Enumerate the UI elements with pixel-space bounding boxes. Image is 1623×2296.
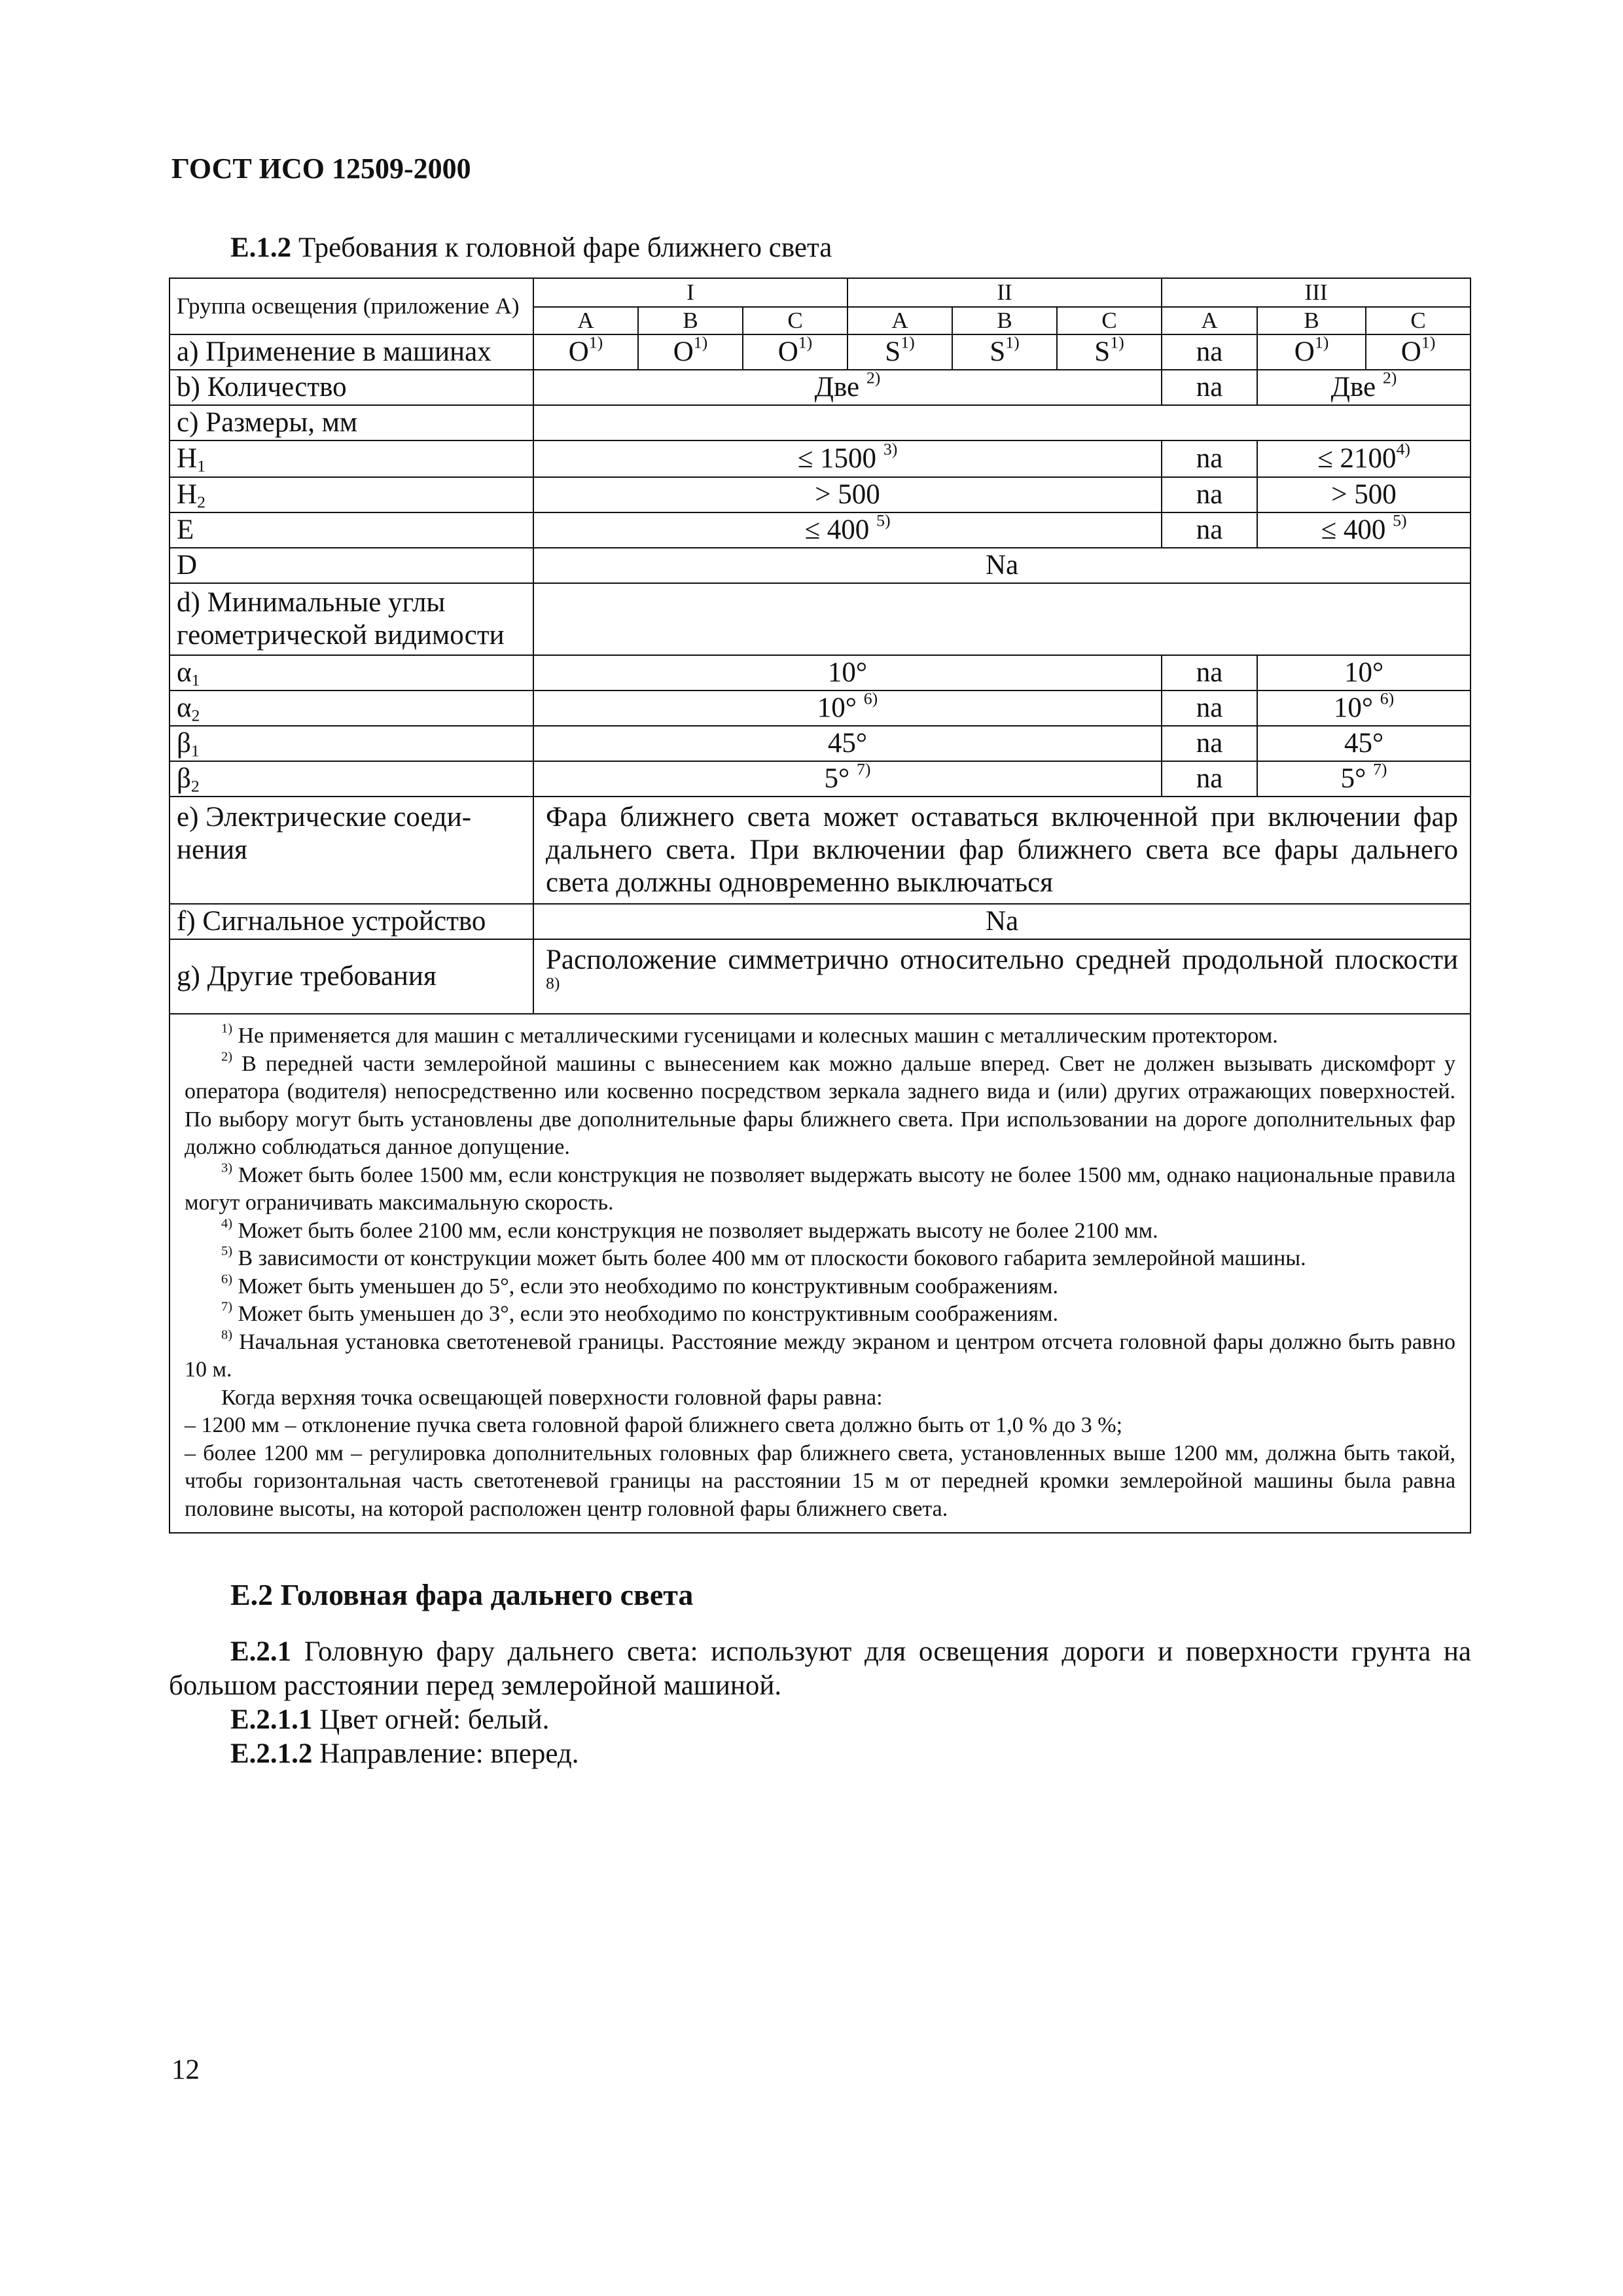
table-caption bbox=[230, 232, 832, 264]
d-main: Na bbox=[533, 548, 1471, 583]
h1-right: ≤ $2100^{4)}$ bbox=[1257, 440, 1471, 477]
footnote: $^{6)}$ Может быть уменьшен до 5°, если это необходимо по конструктивным соображениям. bbox=[221, 1272, 1058, 1299]
footnote: $^{2)}$ В передней части землеройной машины с вынесением как можно дальше вперед. Свет не должен вызывать дискомфорт у оператора (водителя) непосредственно или косвенно посредством зеркала заднего вида и (или) других отражающих поверхностей. По выбору могут быть установлены две дополнительные фары ближнего света. При использовании на дороге дополнительных фар должно соблюдаться данное допущение. bbox=[185, 1049, 1456, 1159]
footnote: $^{4)}$ Может быть более 2100 мм, если конструкция не позволяет выдержать высоту не более 2100 мм. bbox=[221, 1216, 1158, 1243]
quantity-main: Две $^{2)}$ bbox=[533, 370, 1162, 405]
row-label-signal: f) Сигнальное устройство bbox=[169, 904, 533, 939]
subgroup-header: C bbox=[1057, 307, 1162, 334]
beta2-right: 5° $^{7)}$ bbox=[1257, 761, 1471, 797]
h2-na: na bbox=[1162, 477, 1257, 512]
application-cell: $O^{1)}$ bbox=[743, 334, 847, 370]
footnote-line: – более 1200 мм – регулировка дополнительных головных фар ближнего света, установленных выше 1200 мм, должна быть такой, чтобы горизонтальная часть светотеневой границы на расстоянии 15 м от передней кромки землеройной машины была равна половине высоты, на которой расположен центр головной фары ближнего света. bbox=[185, 1441, 1456, 1521]
paragraph-e211: Е.2.1.1 Цвет огней: белый. bbox=[230, 1704, 550, 1735]
application-cell: $O^{1)}$ bbox=[638, 334, 743, 370]
application-cell: $O^{1)}$ bbox=[1257, 334, 1366, 370]
row-label-angles: d) Минимальные углы геометрической видимости bbox=[169, 583, 533, 655]
row-label-h2: $H_2$ bbox=[169, 477, 533, 512]
page-number: 12 bbox=[171, 2054, 200, 2085]
row-label-d: D bbox=[169, 548, 533, 583]
document-header: ГОСТ ИСО 12509-2000 bbox=[171, 152, 471, 185]
application-cell: $O^{1)}$ bbox=[533, 334, 638, 370]
section-heading: Е.2 Головная фара дальнего света bbox=[230, 1578, 694, 1611]
electrical-text: Фара ближнего света может оставаться включенной при включении фар дальнего света. При включении фар ближнего света все фары дальнего света должны одновременно выключаться bbox=[533, 797, 1471, 904]
footnote: $^{3)}$ Может быть более 1500 мм, если конструкция не позволяет выдержать высоту не более 1500 мм, однако национальные правила могут ограничивать максимальную скорость. bbox=[185, 1160, 1456, 1215]
subgroup-header: B bbox=[952, 307, 1057, 334]
beta2-main: 5° $^{7)}$ bbox=[533, 761, 1162, 797]
paragraph-e212: Е.2.1.2 Направление: вперед. bbox=[230, 1738, 579, 1769]
requirements-table bbox=[169, 278, 1471, 1534]
caption-text: Требования к головной фаре ближнего света bbox=[298, 232, 832, 263]
h1-na: na bbox=[1162, 440, 1257, 477]
row-label-h1: $H_1$ bbox=[169, 440, 533, 477]
footnote: $^{5)}$ В зависимости от конструкции может быть более 400 мм от плоскости бокового габарита землеройной машины. bbox=[221, 1244, 1306, 1270]
angles-empty bbox=[533, 583, 1471, 655]
beta1-main: 45° bbox=[533, 726, 1162, 761]
alpha1-na: na bbox=[1162, 655, 1257, 691]
subgroup-header: A bbox=[533, 307, 638, 334]
signal-main: Na bbox=[533, 904, 1471, 939]
footnote-intro: Когда верхняя точка освещающей поверхности головной фары равна: bbox=[221, 1385, 883, 1410]
quantity-right: Две $^{2)}$ bbox=[1257, 370, 1471, 405]
beta2-na: na bbox=[1162, 761, 1257, 797]
alpha2-na: na bbox=[1162, 691, 1257, 726]
footnote: $^{8)}$ Начальная установка светотеневой границы. Расстояние между экраном и центром отсчета головной фары должно быть равно 10 м. bbox=[185, 1327, 1456, 1382]
h2-main: > 500 bbox=[533, 477, 1162, 512]
beta1-right: 45° bbox=[1257, 726, 1471, 761]
row-label-beta1: $\beta_1$ bbox=[169, 726, 533, 761]
alpha1-right: 10° bbox=[1257, 655, 1471, 691]
application-cell: na bbox=[1162, 334, 1257, 370]
footnote-line: – 1200 мм – отклонение пучка света головной фарой ближнего света должно быть от 1,0 % до 3 %; bbox=[185, 1413, 1123, 1437]
h1-main: ≤ 1500 $^{3)}$ bbox=[533, 440, 1162, 477]
row-label-alpha2: $\alpha_2$ bbox=[169, 691, 533, 726]
footnote: $^{1)}$ Не применяется для машин с металлическими гусеницами и колесных машин с металлическим протектором. bbox=[221, 1021, 1278, 1048]
application-cell: $O^{1)}$ bbox=[1366, 334, 1471, 370]
h2-right: > 500 bbox=[1257, 477, 1471, 512]
caption-number: Е.1.2 bbox=[230, 232, 292, 263]
group-3-header: III bbox=[1162, 278, 1471, 307]
e-main: ≤ 400 $^{5)}$ bbox=[533, 512, 1162, 548]
group-1-header: I bbox=[533, 278, 847, 307]
footnote: $^{7)}$ Может быть уменьшен до 3°, если это необходимо по конструктивным соображениям. bbox=[221, 1299, 1058, 1326]
other-text: Расположение симметрично относительно средней продольной плоскости $^{8)}$ bbox=[533, 939, 1471, 1014]
group-2-header: II bbox=[847, 278, 1162, 307]
application-cell: $S^{1)}$ bbox=[952, 334, 1057, 370]
row-label-sizes: c) Размеры, мм bbox=[169, 405, 533, 440]
paragraph-e21: Е.2.1 Головную фару дальнего света: используют для освещения дороги и поверхности грунта на большом расстоянии перед землеройной машиной. bbox=[169, 1636, 1472, 1701]
row-label-alpha1: $\alpha_1$ bbox=[169, 655, 533, 691]
subgroup-header: A bbox=[847, 307, 952, 334]
row-label-application: а) Применение в машинах bbox=[169, 334, 533, 370]
alpha2-main: 10° $^{6)}$ bbox=[533, 691, 1162, 726]
subgroup-header: B bbox=[638, 307, 743, 334]
application-cell: $S^{1)}$ bbox=[847, 334, 952, 370]
e-right: ≤ 400 $^{5)}$ bbox=[1257, 512, 1471, 548]
quantity-na: na bbox=[1162, 370, 1257, 405]
sizes-empty bbox=[533, 405, 1471, 440]
subgroup-header: C bbox=[1366, 307, 1471, 334]
beta1-na: na bbox=[1162, 726, 1257, 761]
application-cell: $S^{1)}$ bbox=[1057, 334, 1162, 370]
subgroup-header: A bbox=[1162, 307, 1257, 334]
e-na: na bbox=[1162, 512, 1257, 548]
row-label-e: E bbox=[169, 512, 533, 548]
row-label-quantity: b) Количество bbox=[169, 370, 533, 405]
subgroup-header: C bbox=[743, 307, 847, 334]
group-label-cell: Группа освещения (приложение А) bbox=[169, 278, 533, 334]
subgroup-header: B bbox=[1257, 307, 1366, 334]
row-label-other: g) Другие требования bbox=[169, 939, 533, 1014]
alpha1-main: 10° bbox=[533, 655, 1162, 691]
alpha2-right: 10° $^{6)}$ bbox=[1257, 691, 1471, 726]
row-label-electrical: e) Электрические соеди-нения bbox=[169, 797, 533, 904]
table-footnotes bbox=[169, 1014, 1471, 1533]
row-label-beta2: $\beta_2$ bbox=[169, 761, 533, 797]
